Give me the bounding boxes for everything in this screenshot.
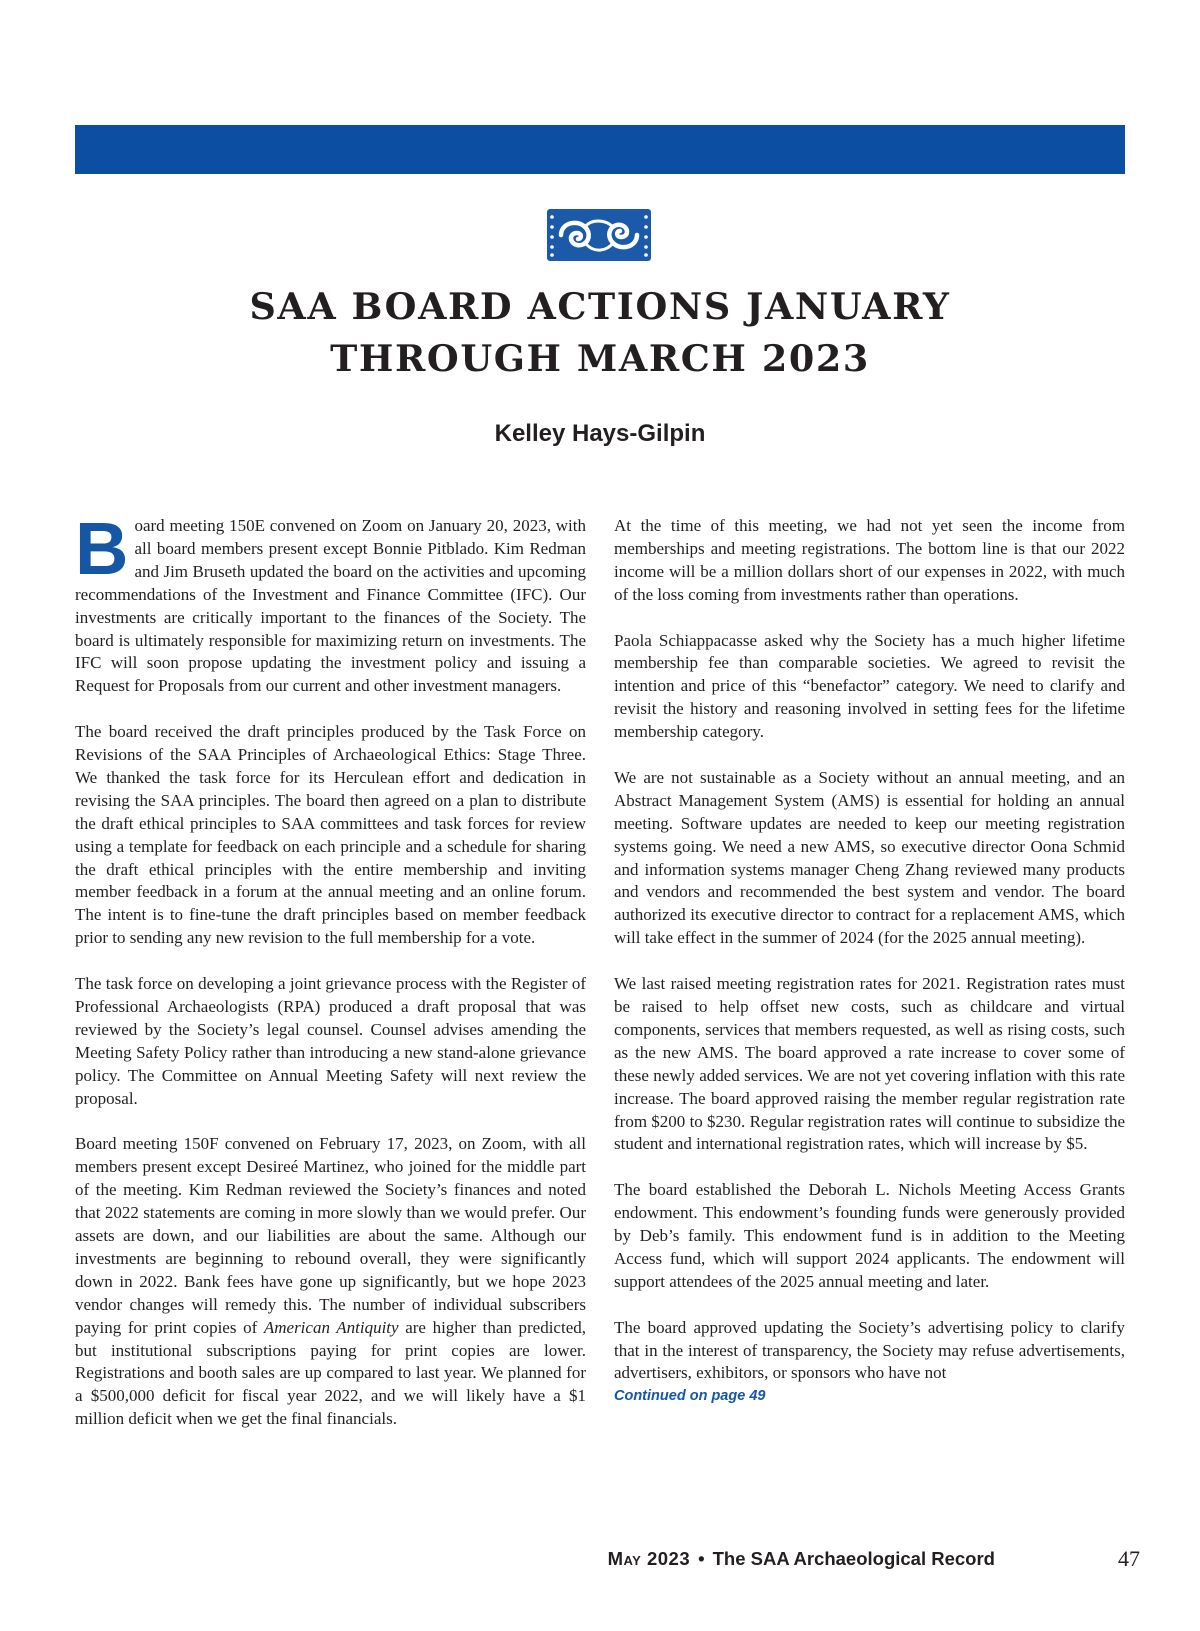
journal-title: American Antiquity bbox=[263, 1317, 399, 1337]
paragraph-ethics-task-force: The board received the draft principles produced by the Task Force on Revisions of the SAA Principles of Archaeological Ethics: Stage Three. We thanked the task force for its Herculean effort and dedication in revising the SAA principles. The board then agreed on a plan to distribute the draft ethical principles to SAA committees and task forces for review using a template for feedback on each principle and a schedule for sharing the draft ethical principles with the entire membership and inviting member feedback in a forum at the annual meeting and an online forum. The intent is to fine-tune the draft principles based on member feedback prior to sending any new revision to the full membership for a vote. bbox=[75, 722, 586, 948]
double-spiral-logo-icon bbox=[547, 209, 651, 261]
paragraph-grievance-process: The task force on developing a joint grievance process with the Register of Professional Archaeologists (RPA) produced a draft proposal that was reviewed by the Society’s legal counsel. Counsel advises amending the Meeting Safety Policy rather than introducing a new stand-alone grievance policy. The Committee on Annual Meeting Safety will next review the proposal. bbox=[75, 974, 586, 1108]
footer-bullet: • bbox=[698, 1548, 705, 1569]
article-title bbox=[100, 281, 1100, 385]
footer-issue-date: May 2023 bbox=[607, 1548, 691, 1569]
paragraph-lifetime-membership: Paola Schiappacasse asked why the Society has a much higher lifetime membership fee than comparable societies. We agreed to revisit the intention and price of this “benefactor” category. We need to clarify and revisit the history and reasoning involved in setting fees for the lifetime membership category. bbox=[614, 630, 1125, 742]
title-line-1: SAA BOARD ACTIONS JANUARY bbox=[249, 285, 951, 328]
paragraph-text: oard meeting 150E convened on Zoom on January 20, 2023, with all board members present except Bonnie Pitblado. Kim Redman and Jim Bruseth updated the board on the activities and upcoming recommendations of the Investment and Finance Committee (IFC). Our investments are critically important to the finances of the Society. The board is ultimately responsible for maximizing return on investments. The IFC will soon propose updating the investment policy and issuing a Request for Proposals from our current and other investment managers. bbox=[75, 516, 586, 696]
right-column bbox=[614, 515, 1125, 1406]
paragraph-abstract-management-system: We are not sustainable as a Society without an annual meeting, and an Abstract Management System (AMS) is essential for holding an annual meeting. Software updates are needed to keep our meeting registration systems going. We need a new AMS, so executive director Oona Schmid and information systems manager Cheng Zhang reviewed many products and vendors and recommended the best system and vendor. The board authorized its executive director to contract for a replacement AMS, which will take effect in the summer of 2024 (for the 2025 annual meeting). bbox=[614, 767, 1125, 948]
paragraph-board-meeting-150f bbox=[75, 1133, 586, 1431]
paragraph-text: are higher than predicted, but institutional subscriptions paying for print copies are lower. Registrations and booth sales are up compared to last year. We planned for a $500,000 deficit for fiscal year 2022, and we will likely have a $1 million deficit when we get the final financials. bbox=[75, 1317, 586, 1429]
continued-link[interactable]: Continued on page 49 bbox=[614, 1388, 766, 1405]
paragraph-income: At the time of this meeting, we had not yet seen the income from memberships and meeting registrations. The bottom line is that our 2022 income will be a million dollars short of our expenses in 2022, with much of the loss coming from investments rather than operations. bbox=[614, 516, 1125, 604]
paragraph-board-meeting-150e bbox=[75, 507, 586, 698]
paragraph-nichols-endowment: The board established the Deborah L. Nichols Meeting Access Grants endowment. This endowment’s founding funds were generously provided by Deb’s family. This endowment fund is in addition to the Meeting Access fund, which will support 2024 applicants. The endowment will support attendees of the 2025 annual meeting and later. bbox=[614, 1180, 1125, 1291]
footer-publication: The SAA Archaeological Record bbox=[712, 1548, 995, 1569]
paragraph-advertising-policy: The board approved updating the Society’s advertising policy to clarify that in the interest of transparency, the Society may refuse advertisements, advertisers, exhibitors, or sponsors who have not bbox=[614, 1317, 1125, 1383]
header-color-bar bbox=[75, 125, 1125, 174]
left-column bbox=[75, 507, 586, 1454]
title-line-2: THROUGH MARCH 2023 bbox=[330, 337, 870, 380]
drop-cap: B bbox=[75, 507, 129, 590]
page-number: 47 bbox=[1118, 1546, 1140, 1571]
author-byline: Kelley Hays-Gilpin bbox=[494, 420, 706, 447]
paragraph-registration-rates: We last raised meeting registration rates for 2021. Registration rates must be raised to help offset new costs, such as childcare and virtual components, services that members requested, as well as rising costs, such as the new AMS. The board approved a rate increase to cover some of these newly added services. We are not yet covering inflation with this rate increase. The board approved raising the member regular registration rate from $200 to $230. Regular registration rates will continue to subsidize the student and international registration rates, which will increase by $5. bbox=[614, 974, 1125, 1154]
paragraph-text: Board meeting 150F convened on February 17, 2023, on Zoom, with all members present except Desireé Martinez, who joined for the middle part of the meeting. Kim Redman reviewed the Society’s finances and noted that 2022 statements are coming in more slowly than we would prefer. Our assets are down, and our liabilities are about the same. Although our investments are beginning to rebound overall, they were significantly down in 2022. Bank fees have gone up significantly, but we hope 2023 vendor changes will remedy this. The number of individual subscribers paying for print copies of bbox=[75, 1134, 586, 1337]
footer-running-title bbox=[608, 1547, 995, 1571]
